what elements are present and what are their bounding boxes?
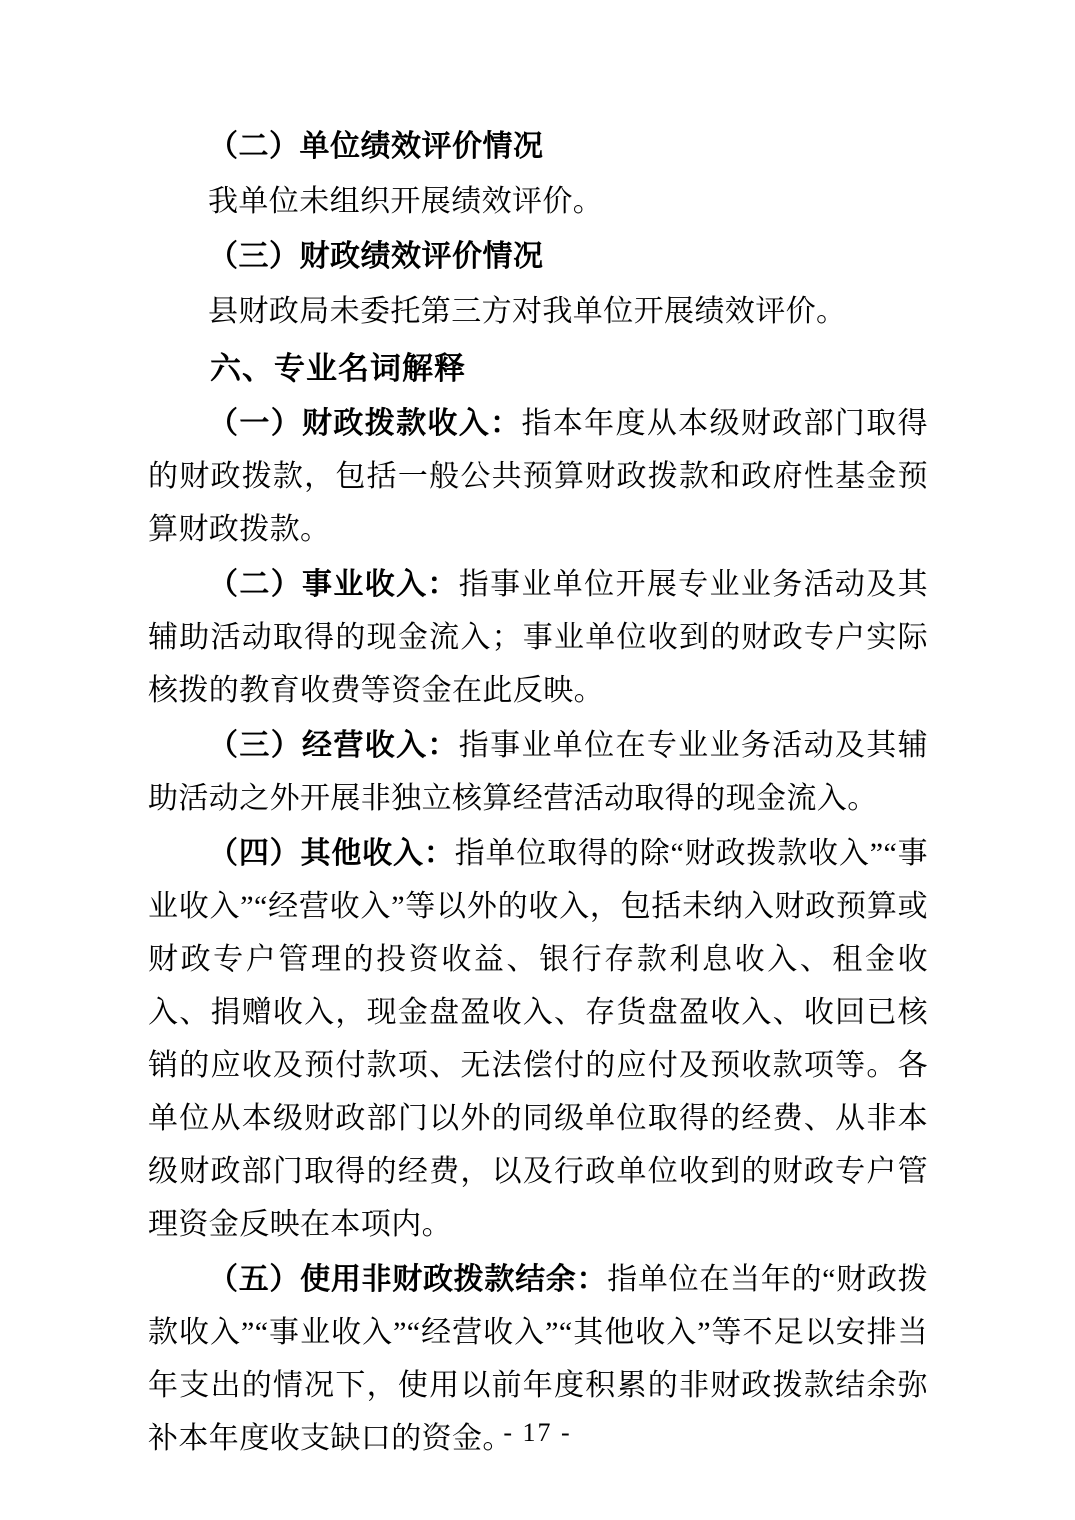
term-paragraph-2	[148, 558, 928, 717]
term-paragraph-3	[148, 719, 928, 825]
term-label-4: （四）其他收入：	[208, 837, 455, 870]
term-text-1: 指本年度从本级财政部门取得的财政拨款，包括一般公共预算财政拨款和政府性基金预算财政拨款。	[148, 407, 928, 546]
page-number: - 17 -	[503, 1418, 572, 1447]
term-label-3: （三）经营收入：	[208, 729, 459, 762]
term-label-1: （一）财政拨款收入：	[208, 407, 522, 440]
paragraph-unit-performance-evaluation: 我单位未组织开展绩效评价。	[208, 185, 604, 218]
term-paragraph-4	[148, 827, 928, 1251]
subsection-heading-2: （二）单位绩效评价情况	[208, 130, 544, 163]
paragraph-fiscal-performance-evaluation: 县财政局未委托第三方对我单位开展绩效评价。	[208, 295, 847, 328]
term-text-3: 指事业单位在专业业务活动及其辅助活动之外开展非独立核算经营活动取得的现金流入。	[148, 729, 928, 815]
section-heading-six: 六、专业名词解释	[210, 351, 466, 386]
term-text-2: 指事业单位开展专业业务活动及其辅助活动取得的现金流入；事业单位收到的财政专户实际核拨的教育收费等资金在此反映。	[148, 568, 928, 707]
document-body	[148, 120, 928, 1465]
term-paragraph-1	[148, 397, 928, 556]
term-label-2: （二）事业收入：	[208, 568, 459, 601]
term-text-5: 指单位在当年的“财政拨款收入”“事业收入”“经营收入”“其他收入”等不足以安排当年支出的情况下，使用以前年度积累的非财政拨款结余弥补本年度收支缺口的资金。	[148, 1263, 928, 1455]
subsection-heading-3: （三）财政绩效评价情况	[208, 240, 544, 273]
term-label-5: （五）使用非财政拨款结余：	[208, 1263, 608, 1296]
term-text-4: 指单位取得的除“财政拨款收入”“事业收入”“经营收入”等以外的收入，包括未纳入财政预算或财政专户管理的投资收益、银行存款利息收入、租金收入、捐赠收入，现金盘盈收入、存货盘盈收入、收回已核销的应收及预付款项、无法偿付的应付及预收款项等。各单位从本级财政部门以外的同级单位取得的经费、从非本级财政部门取得的经费，以及行政单位收到的财政专户管理资金反映在本项内。	[148, 837, 929, 1241]
